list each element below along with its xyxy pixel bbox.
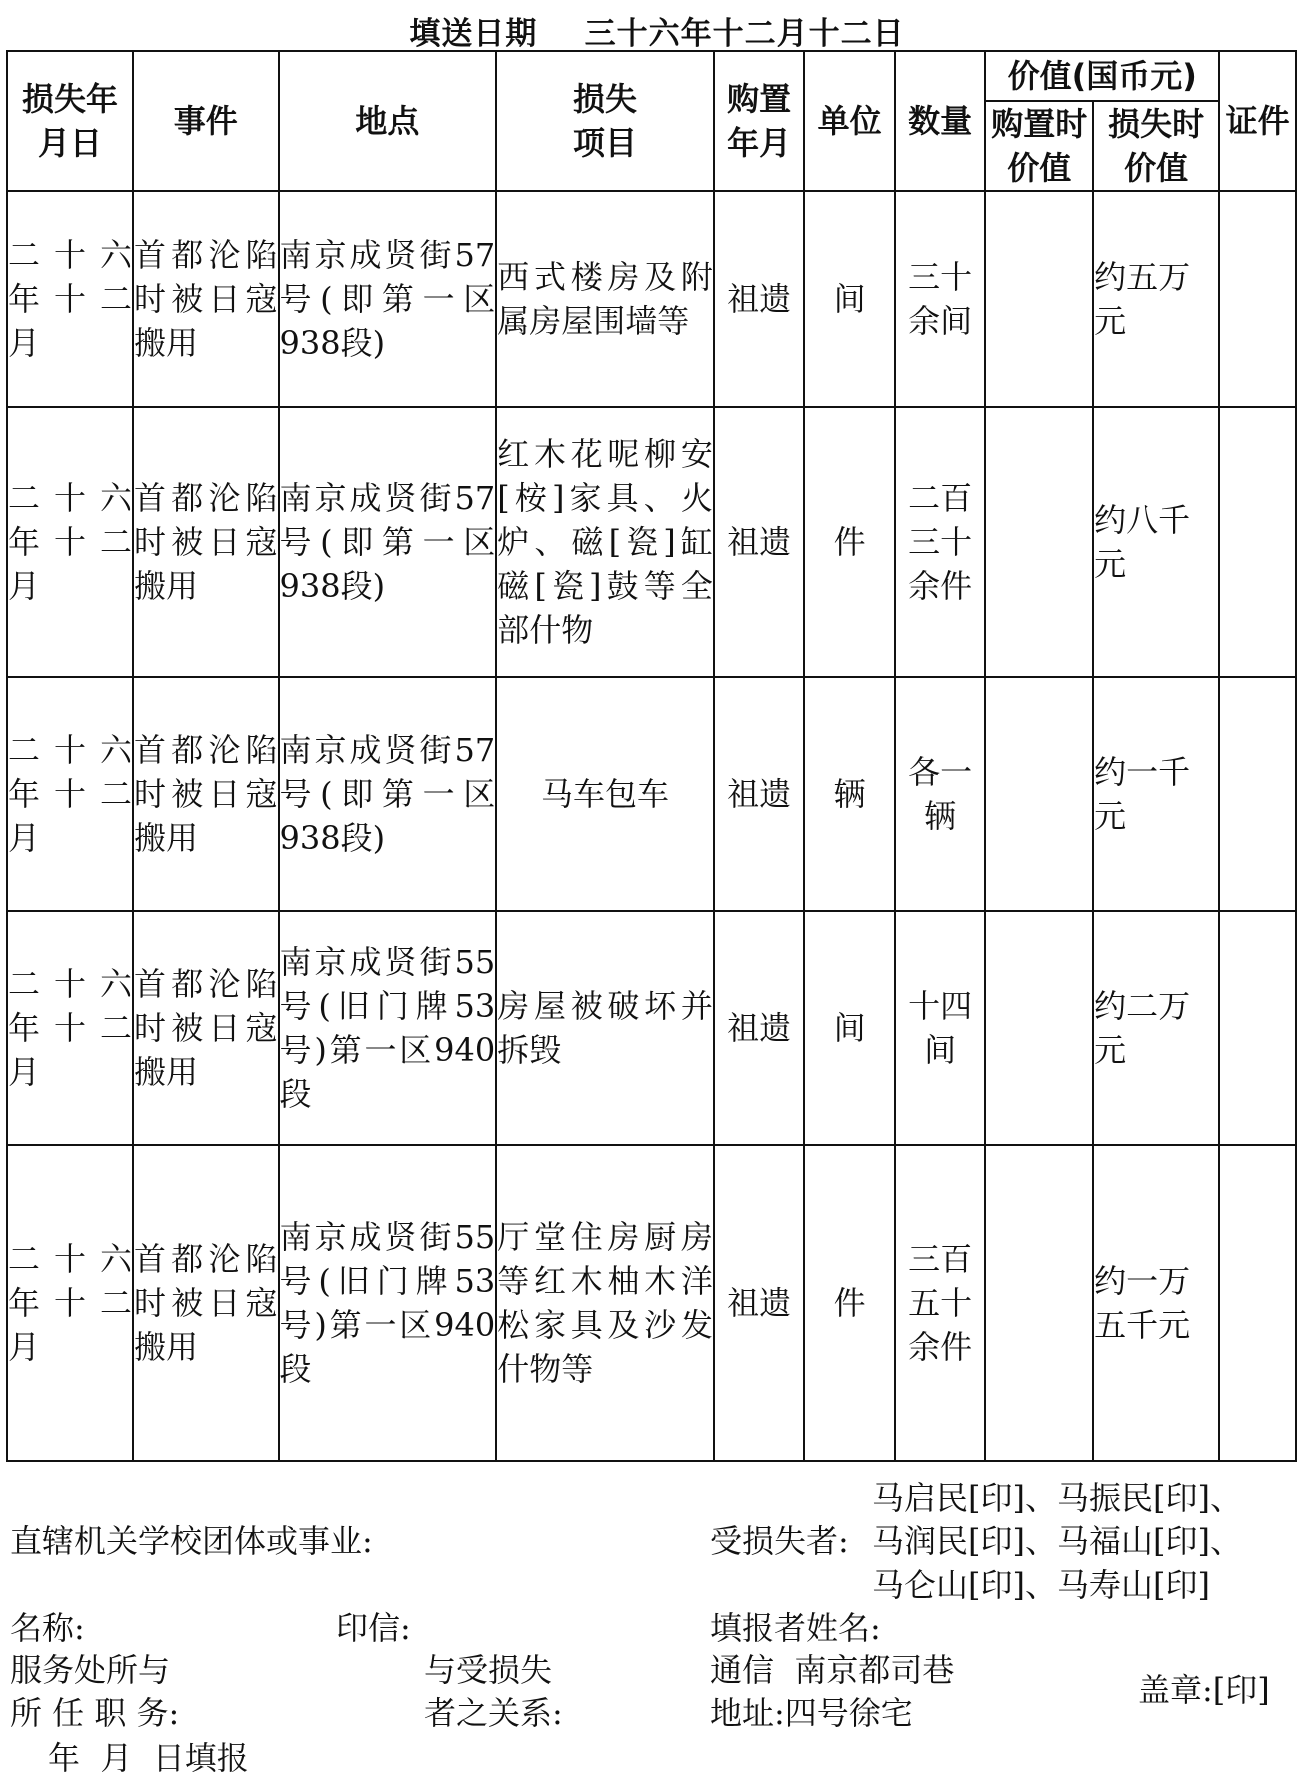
cell-item: 红木花呢柳安[桉]家具、火炉、磁[瓷]缸磁[瓷]鼓等全部什物 [496,407,714,677]
header-value-group: 价值(国币元) [985,51,1219,101]
cell-evidence [1219,1145,1296,1461]
filled-date: 年 月 日填报 [48,1739,249,1777]
cell-evidence [1219,407,1296,677]
victims-line-1: 马启民[印]、马振民[印]、 [872,1479,1242,1517]
cell-evidence [1219,677,1296,911]
header-quantity: 数量 [895,51,986,191]
cell-item: 房屋被破坏并拆毁 [496,911,714,1145]
service-label-1: 服务处所与 [10,1651,171,1689]
service-label-2: 所 任 职 务: [10,1694,180,1732]
cell-location: 南京成贤街57号(即第一区938段) [279,191,497,407]
header-value-loss: 损失时价值 [1093,101,1219,191]
name-label: 名称: [10,1609,85,1647]
table-row [7,191,1296,407]
cell-quantity: 三十余间 [895,191,986,407]
loss-report-table [6,50,1297,1462]
cell-value-loss: 约二万元 [1093,911,1219,1145]
table-row [7,1145,1296,1461]
cell-loss-date: 二十六年十二月 [7,677,133,911]
cell-event: 首都沦陷时被日寇搬用 [133,677,279,911]
cell-loss-date: 二十六年十二月 [7,191,133,407]
cell-location: 南京成贤街57号(即第一区938段) [279,407,497,677]
address-value-1: 南京都司巷 [794,1651,955,1689]
reporter-label: 填报者姓名: [710,1609,881,1647]
cell-unit: 件 [804,407,895,677]
header-loss-date: 损失年月日 [7,51,133,191]
address-line-2 [710,1693,913,1733]
header-value-purchase: 购置时价值 [985,101,1093,191]
cell-quantity: 十四间 [895,911,986,1145]
cell-value-purchase [985,407,1093,677]
cell-value-purchase [985,191,1093,407]
cell-quantity: 二百三十余件 [895,407,986,677]
header-item: 损失项目 [496,51,714,191]
fill-date-line [0,8,1314,53]
fill-date-value: 三十六年十二月十二日 [584,16,905,52]
cell-purchase-date: 祖遗 [714,911,805,1145]
cell-quantity: 各一辆 [895,677,986,911]
seal-label: 印信: [336,1609,411,1647]
cell-event: 首都沦陷时被日寇搬用 [133,407,279,677]
victim-label: 受损失者: [710,1522,849,1560]
cell-event: 首都沦陷时被日寇搬用 [133,911,279,1145]
victims-line-2: 马润民[印]、马福山[印]、 [872,1522,1242,1560]
cell-location: 南京成贤街55号(旧门牌53号)第一区940段 [279,911,497,1145]
header-event: 事件 [133,51,279,191]
cell-location: 南京成贤街55号(旧门牌53号)第一区940段 [279,1145,497,1461]
relation-label-1: 与受损失 [424,1651,553,1689]
org-label: 直辖机关学校团体或事业: [10,1522,373,1560]
table-row [7,677,1296,911]
cell-quantity: 三百五十余件 [895,1145,986,1461]
cell-event: 首都沦陷时被日寇搬用 [133,191,279,407]
address-value-2: 四号徐宅 [784,1694,913,1732]
cell-event: 首都沦陷时被日寇搬用 [133,1145,279,1461]
cell-location: 南京成贤街57号(即第一区938段) [279,677,497,911]
cell-purchase-date: 祖遗 [714,677,805,911]
header-location: 地点 [279,51,497,191]
address-line-1 [710,1650,954,1690]
cell-purchase-date: 祖遗 [714,191,805,407]
header-unit: 单位 [804,51,895,191]
stamp-label: 盖章:[印] [1138,1671,1270,1709]
cell-value-loss: 约五万元 [1093,191,1219,407]
cell-item: 西式楼房及附属房屋围墙等 [496,191,714,407]
address-label-2: 地址: [710,1694,785,1732]
cell-value-purchase [985,677,1093,911]
victims-line-3: 马仑山[印]、马寿山[印] [872,1566,1210,1604]
address-label-1: 通信 [710,1651,775,1689]
relation-label-2: 者之关系: [424,1694,563,1732]
cell-purchase-date: 祖遗 [714,407,805,677]
cell-value-purchase [985,1145,1093,1461]
cell-loss-date: 二十六年十二月 [7,911,133,1145]
cell-item: 厅堂住房厨房等红木柚木洋松家具及沙发什物等 [496,1145,714,1461]
cell-loss-date: 二十六年十二月 [7,407,133,677]
cell-value-loss: 约一千元 [1093,677,1219,911]
cell-unit: 辆 [804,677,895,911]
cell-loss-date: 二十六年十二月 [7,1145,133,1461]
table-row [7,407,1296,677]
cell-evidence [1219,911,1296,1145]
cell-value-purchase [985,911,1093,1145]
fill-date-label: 填送日期 [409,16,538,52]
cell-evidence [1219,191,1296,407]
cell-unit: 件 [804,1145,895,1461]
header-evidence: 证件 [1219,51,1296,191]
header-purchase-date: 购置年月 [714,51,805,191]
cell-value-loss: 约一万五千元 [1093,1145,1219,1461]
cell-unit: 间 [804,911,895,1145]
cell-purchase-date: 祖遗 [714,1145,805,1461]
table-row [7,911,1296,1145]
cell-item: 马车包车 [496,677,714,911]
cell-unit: 间 [804,191,895,407]
cell-value-loss: 约八千元 [1093,407,1219,677]
